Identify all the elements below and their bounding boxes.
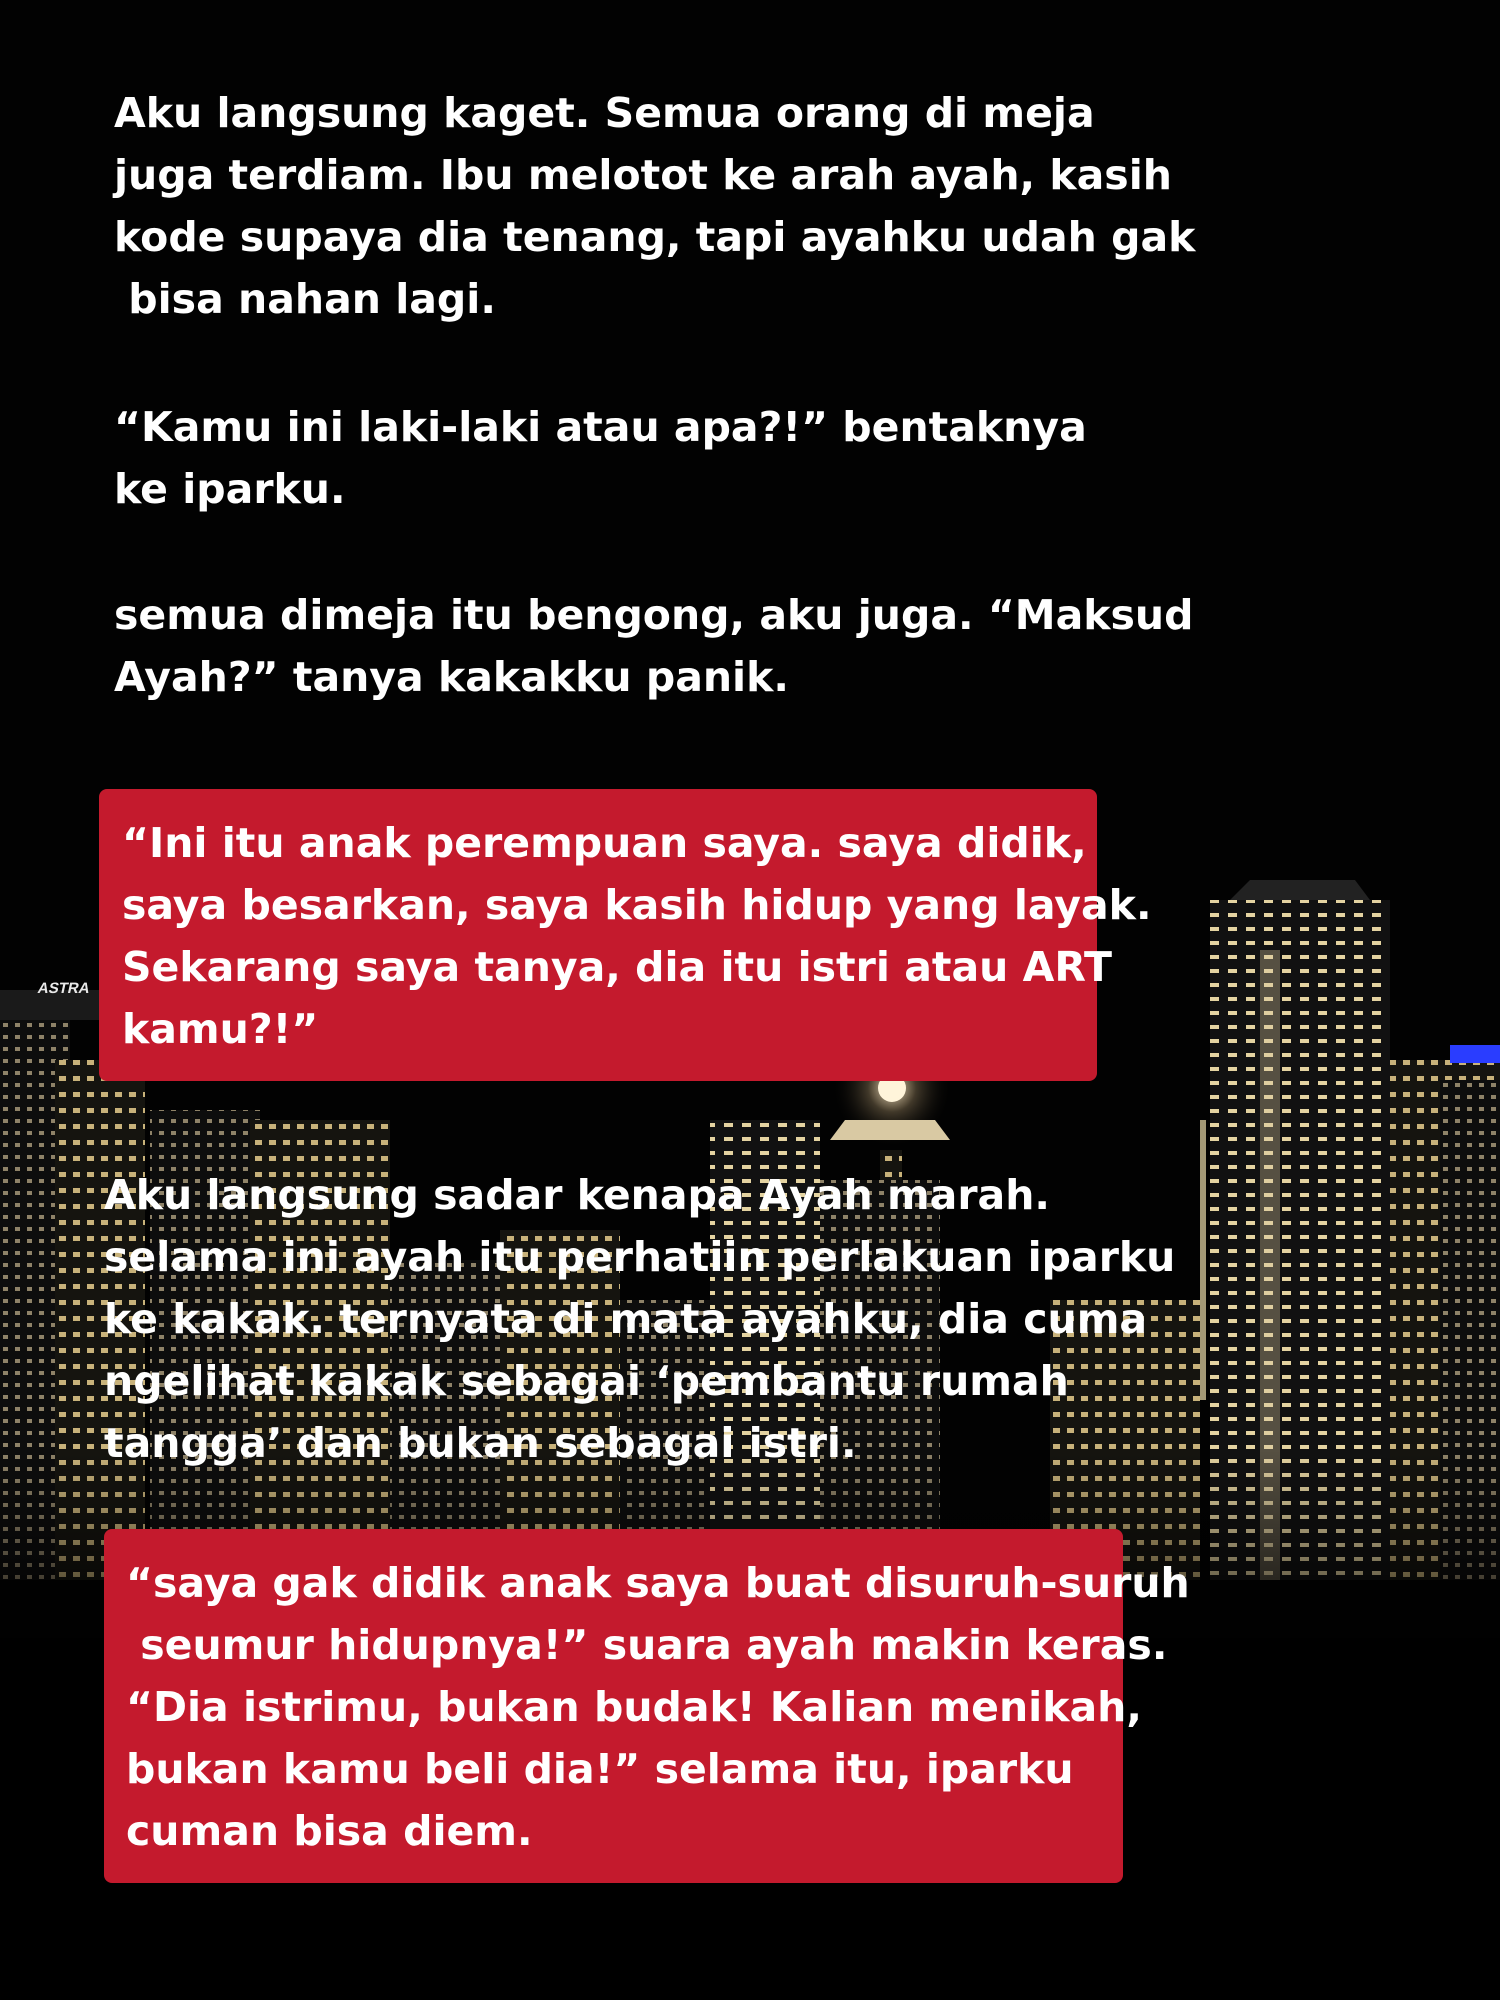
paragraph-1-line: bisa nahan lagi. — [114, 275, 496, 323]
quote-2-line: cuman bisa diem. — [126, 1807, 533, 1855]
right-tower-blue-crown — [1450, 1045, 1500, 1063]
paragraph-3 — [114, 584, 1193, 708]
quote-2-line: “Dia istrimu, bukan budak! Kalian menikah, — [126, 1683, 1142, 1731]
quote-2-line: seumur hidupnya!” suara ayah makin keras. — [126, 1621, 1168, 1669]
building-sign-astra: ASTRA — [36, 980, 92, 997]
paragraph-2-line: “Kamu ini laki-laki atau apa?!” bentaknya — [114, 403, 1087, 451]
right-lit-strip — [1200, 1120, 1206, 1400]
quote-2-line: bukan kamu beli dia!” selama itu, iparku — [126, 1745, 1074, 1793]
quote-1-line: kamu?!” — [122, 1005, 319, 1053]
paragraph-4-line: selama ini ayah itu perhatiin perlakuan iparku — [104, 1233, 1176, 1281]
paragraph-4-line: ke kakak. ternyata di mata ayahku, dia cuma — [104, 1295, 1148, 1343]
paragraph-4-line: Aku langsung sadar kenapa Ayah marah. — [104, 1171, 1050, 1219]
quote-1-line: saya besarkan, saya kasih hidup yang layak. — [122, 881, 1152, 929]
quote-2-line: “saya gak didik anak saya buat disuruh-suruh — [126, 1559, 1190, 1607]
paragraph-2 — [114, 396, 1087, 520]
highlight-quote-2 — [126, 1552, 1190, 1862]
paragraph-1-line: Aku langsung kaget. Semua orang di meja — [114, 89, 1095, 137]
paragraph-1 — [114, 82, 1195, 330]
quote-1-line: “Ini itu anak perempuan saya. saya didik, — [122, 819, 1087, 867]
paragraph-3-line: semua dimeja itu bengong, aku juga. “Maksud — [114, 591, 1194, 639]
paragraph-2-line: ke iparku. — [114, 465, 346, 513]
quote-1-line: Sekarang saya tanya, dia itu istri atau ART — [122, 943, 1113, 991]
center-tower-crown — [830, 1120, 950, 1140]
highlight-quote-1 — [122, 812, 1152, 1060]
paragraph-1-line: kode supaya dia tenang, tapi ayahku udah gak — [114, 213, 1196, 261]
paragraph-3-line: Ayah?” tanya kakakku panik. — [114, 653, 789, 701]
paragraph-1-line: juga terdiam. Ibu melotot ke arah ayah, kasih — [114, 151, 1172, 199]
paragraph-4 — [104, 1164, 1175, 1474]
right-tower-b-top — [1230, 880, 1370, 900]
paragraph-4-line: tangga’ dan bukan sebagai istri. — [104, 1419, 857, 1467]
paragraph-4-line: ngelihat kakak sebagai ‘pembantu rumah — [104, 1357, 1069, 1405]
